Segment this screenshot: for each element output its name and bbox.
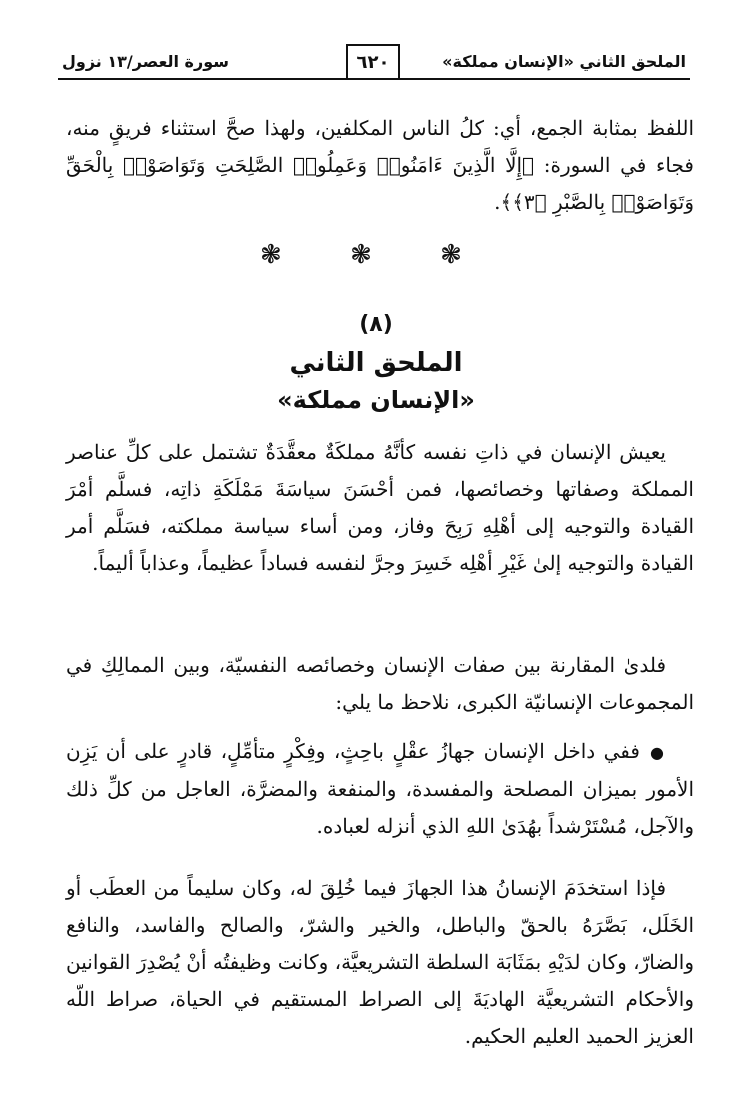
page-header [58, 44, 690, 84]
intro-paragraph [66, 110, 694, 221]
header-rule [58, 78, 690, 80]
paragraph-text: ففي داخل الإنسان جهازُ عقْلٍ باحِثٍ، وفِكْرٍ متأمِّلٍ، قادرٍ على أن يَزِن الأمور بميزان المصلحة والمفسدة، والمنفعة والمضرَّة، العاجل من كلِّ ذلك والآجل، مُسْتَرْشداً بهُدَىٰ اللهِ الذي أنزله لعباده. [66, 739, 694, 838]
appendix-subtitle: «الإنسان مملكة» [277, 386, 475, 414]
paragraph-comparison [66, 647, 694, 721]
page-number: ٦٢٠ [346, 44, 400, 80]
intro-end: . [494, 190, 501, 214]
appendix-title: الملحق الثاني [289, 348, 463, 378]
paragraph-legislative-authority [66, 870, 694, 1055]
quran-verse: ﴿إِلَّا الَّذِينَ ءَامَنُوا۟ وَعَمِلُوا۟ الصَّلِحَتِ وَتَوَاصَوْا۟ بِالْحَقِّ وَتَوَاصَوْا۟ بِالصَّبْرِ ﴿٣﴾﴾ [66, 153, 694, 214]
section-number: (٨) [359, 312, 393, 337]
section-separator: ❃ ❃ ❃ [260, 240, 492, 270]
bullet-icon: ● [647, 743, 666, 762]
paragraph-text: يعيش الإنسان في ذاتِ نفسه كأنَّهُ مملكَةٌ معقَّدَةٌ تشتمل على كلِّ عناصر المملكة وصفاتها وخصائصها، فمن أحْسَنَ سياسَةَ مَمْلَكَةِ ذاتِه، فسلَّم أمْرَ القيادة والتوجيه إلى أهْلِهِ رَبِحَ وفاز، ومن أساء سياسة مملكته، فسَلَّم أمر القيادة والتوجيه إلىٰ غَيْرِ أهْلِه خَسِرَ وجرَّ لنفسه فساداً عظيماً، وعذاباً أليماً. [66, 440, 694, 575]
paragraph-text: فلدىٰ المقارنة بين صفات الإنسان وخصائصه النفسيّة، وبين الممالِكِ في المجموعات الإنسانيّة الكبرى، نلاحظ ما يلي: [66, 653, 694, 714]
intro-text: اللفظ بمثابة الجمع، أي: كلُ الناس المكلفين، ولهذا صحَّ استثناء فريقٍ منه، فجاء في السورة: [66, 116, 694, 177]
paragraph-human-kingdom [66, 434, 694, 582]
paragraph-text: فإذا استخدَمَ الإنسانُ هذا الجهازَ فيما خُلِقَ له، وكان سليماً من العطَب أو الخَلَل، بَصَّرَهُ بالحقّ والباطل، والخير والشرّ، والصالح والفاسد، والنافع والضارّ، وكان لدَيْهِ بمَثَابَة السلطة التشريعيَّة، وكانت وظيفتُه أنْ يُصْدِرَ القوانين والأحكام التشريعيَّة الهاديَةَ إلى الصراط المستقيم في الحياة، صراط اللّه العزيز الحميد العليم الحكيم. [66, 876, 694, 1048]
surah-running-title: سورة العصر/١٣ نزول [62, 52, 229, 71]
paragraph-mind-device [66, 733, 694, 845]
appendix-running-title: الملحق الثاني «الإنسان مملكة» [442, 52, 686, 71]
